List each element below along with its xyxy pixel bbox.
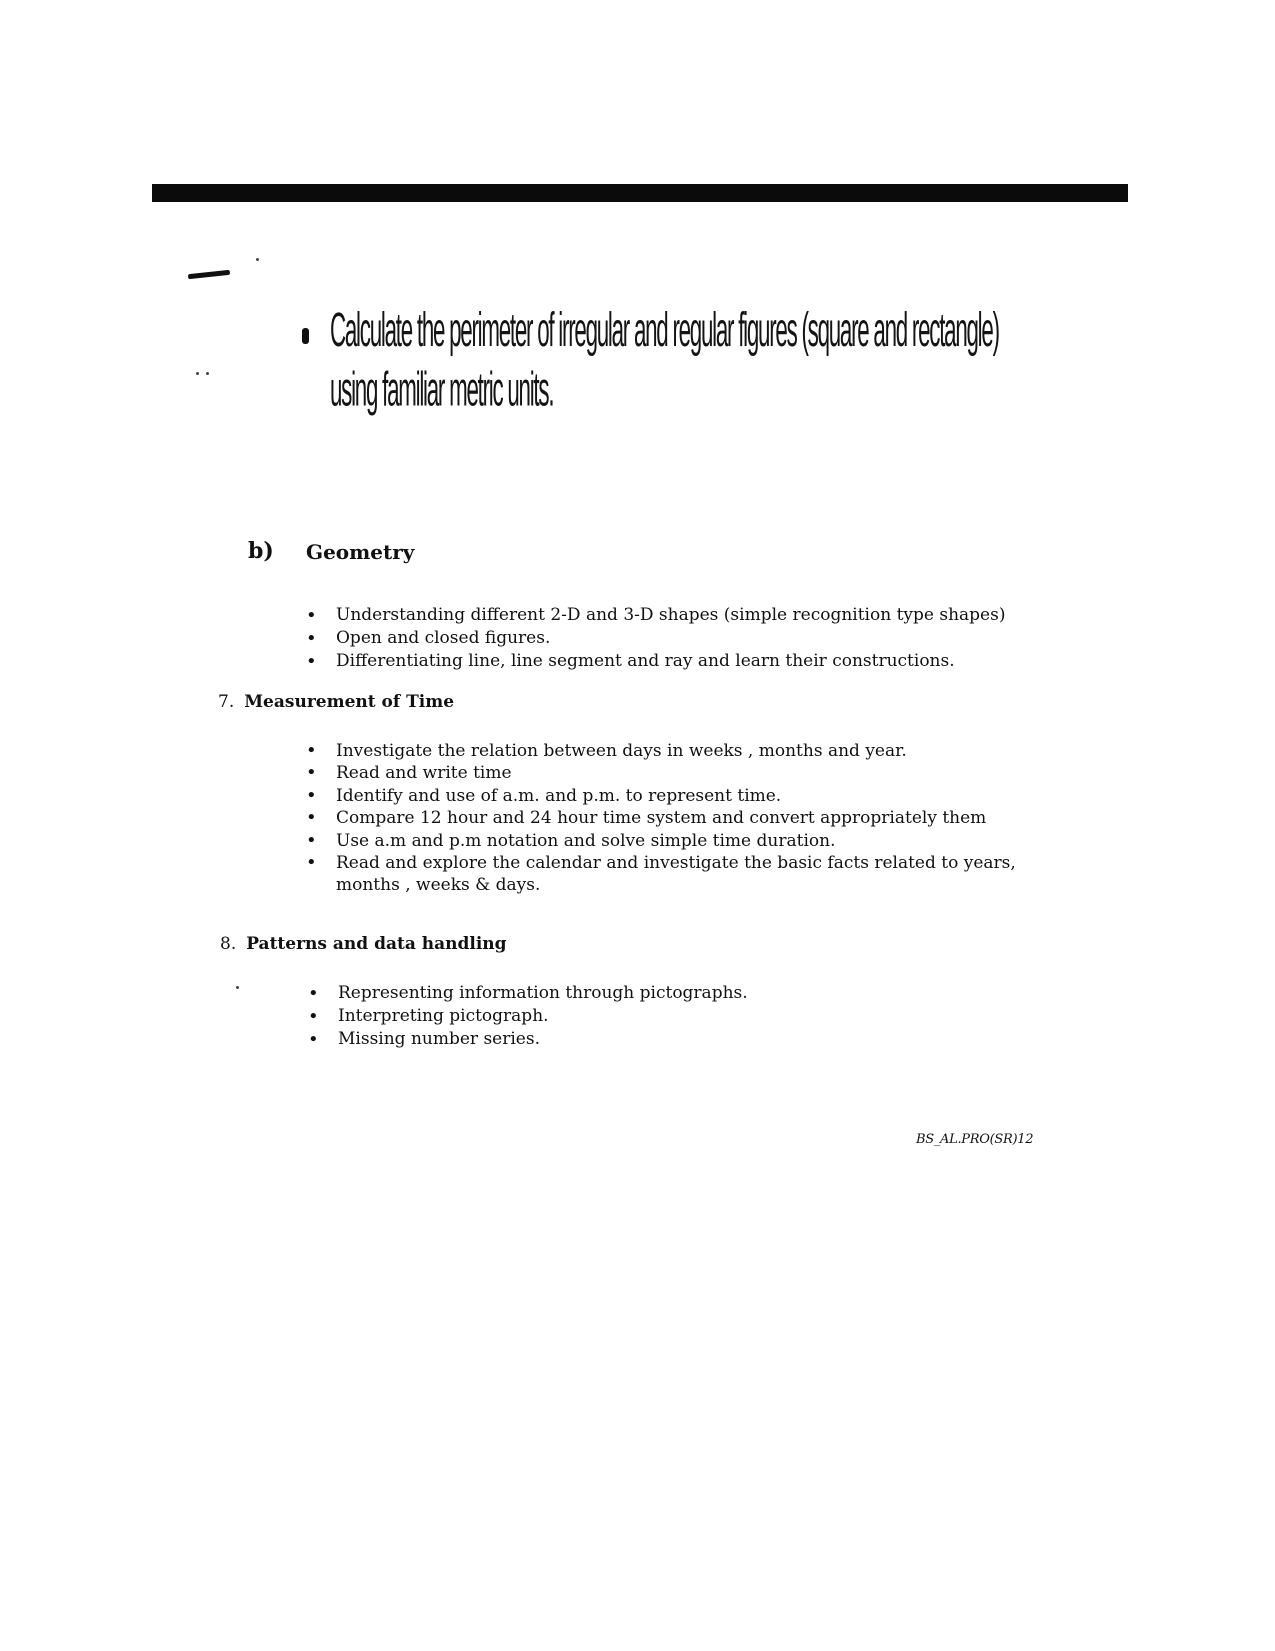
- list-item: • Open and closed figures.: [304, 627, 1005, 650]
- list-item: • Representing information through pictographs.: [306, 982, 748, 1005]
- section-number: 7.: [218, 692, 235, 712]
- list-item: • Differentiating line, line segment and ray and learn their constructions.: [304, 650, 1005, 673]
- intro-bullet-text: Calculate the perimeter of irregular and regular figures (square and rectangle) using familiar metric units.: [330, 301, 999, 417]
- list-item: • Understanding different 2-D and 3-D shapes (simple recognition type shapes): [304, 604, 1005, 627]
- section-title: Geometry: [306, 540, 415, 564]
- list-item: • Missing number series.: [306, 1028, 748, 1051]
- section-label: b): [248, 538, 274, 564]
- section-title: Patterns and data handling: [246, 934, 507, 954]
- data-handling-list: [306, 982, 748, 1051]
- scan-speck: [236, 986, 239, 989]
- list-item: • Read and write time: [304, 762, 1056, 784]
- list-item: • Use a.m and p.m notation and solve simple time duration.: [304, 830, 1056, 852]
- time-list: [304, 740, 1056, 897]
- list-item: • Identify and use of a.m. and p.m. to represent time.: [304, 785, 1056, 807]
- scan-mark: [188, 270, 230, 279]
- geometry-list: [304, 604, 1005, 673]
- section-title: Measurement of Time: [244, 692, 455, 712]
- list-item: • Investigate the relation between days in weeks , months and year.: [304, 740, 1056, 762]
- list-item: • Read and explore the calendar and investigate the basic facts related to years, months , weeks & days.: [304, 852, 1056, 897]
- header-rule: [152, 184, 1128, 202]
- scan-speck: [196, 372, 199, 375]
- scan-speck: [206, 372, 209, 375]
- list-item: • Compare 12 hour and 24 hour time system and convert appropriately them: [304, 807, 1056, 829]
- time-heading: [218, 692, 454, 712]
- list-item: • Interpreting pictograph.: [306, 1005, 748, 1028]
- section-number: 8.: [220, 934, 237, 954]
- data-handling-heading: [220, 934, 507, 954]
- bullet-icon: [302, 328, 309, 344]
- scan-speck: [256, 258, 259, 261]
- document-code: BS_AL.PRO(SR)12: [916, 1132, 1034, 1147]
